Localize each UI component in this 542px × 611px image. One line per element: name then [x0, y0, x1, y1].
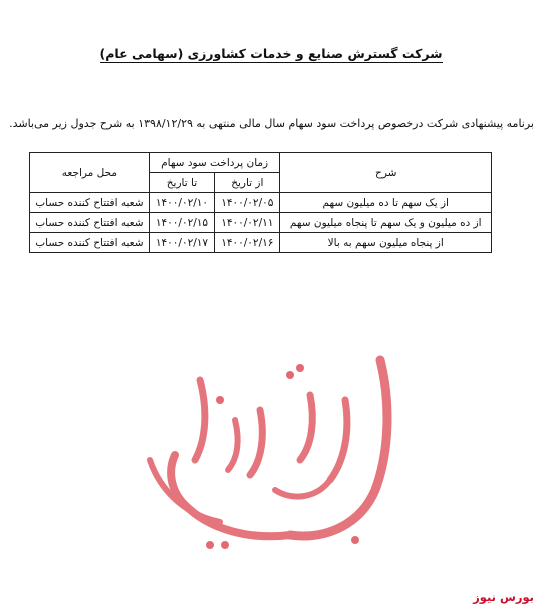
row-from-date: ۱۴۰۰/۰۲/۱۱	[215, 213, 280, 233]
header-to-date: تا تاریخ	[149, 173, 214, 193]
header-description: شرح	[280, 153, 492, 193]
document-title-text: شرکت گسترش صنایع و خدمات کشاورزی (سهامی عام)	[99, 46, 443, 61]
table-row	[30, 213, 492, 233]
row-to-date: ۱۴۰۰/۰۲/۱۷	[149, 233, 214, 253]
row-from-date: ۱۴۰۰/۰۲/۰۵	[215, 193, 280, 213]
row-description: از یک سهم تا ده میلیون سهم	[280, 193, 492, 213]
row-to-date: ۱۴۰۰/۰۲/۱۵	[149, 213, 214, 233]
table-row	[30, 193, 492, 213]
row-to-date: ۱۴۰۰/۰۲/۱۰	[149, 193, 214, 213]
row-from-date: ۱۴۰۰/۰۲/۱۶	[215, 233, 280, 253]
header-payment-time: زمان پرداخت سود سهام	[149, 153, 280, 173]
table-row	[30, 233, 492, 253]
row-description: از ده میلیون و یک سهم تا پنجاه میلیون سهم	[280, 213, 492, 233]
header-location: محل مراجعه	[30, 153, 150, 193]
row-location: شعبه افتتاح کننده حساب	[30, 233, 150, 253]
bourse-news-watermark-logo	[140, 340, 410, 560]
intro-paragraph: برنامه پیشنهادی شرکت درخصوص پرداخت سود سهام سال مالی منتهی به ۱۳۹۸/۱۲/۲۹ به شرح جدول زیر می‌باشد.	[9, 117, 534, 130]
row-description: از پنجاه میلیون سهم به بالا	[280, 233, 492, 253]
footer-brand: بورس نیوز	[473, 590, 534, 604]
table-header-row	[30, 153, 492, 173]
row-location: شعبه افتتاح کننده حساب	[30, 213, 150, 233]
dividend-schedule-table	[29, 152, 492, 253]
row-location: شعبه افتتاح کننده حساب	[30, 193, 150, 213]
document-title	[0, 46, 542, 61]
header-from-date: از تاریخ	[215, 173, 280, 193]
